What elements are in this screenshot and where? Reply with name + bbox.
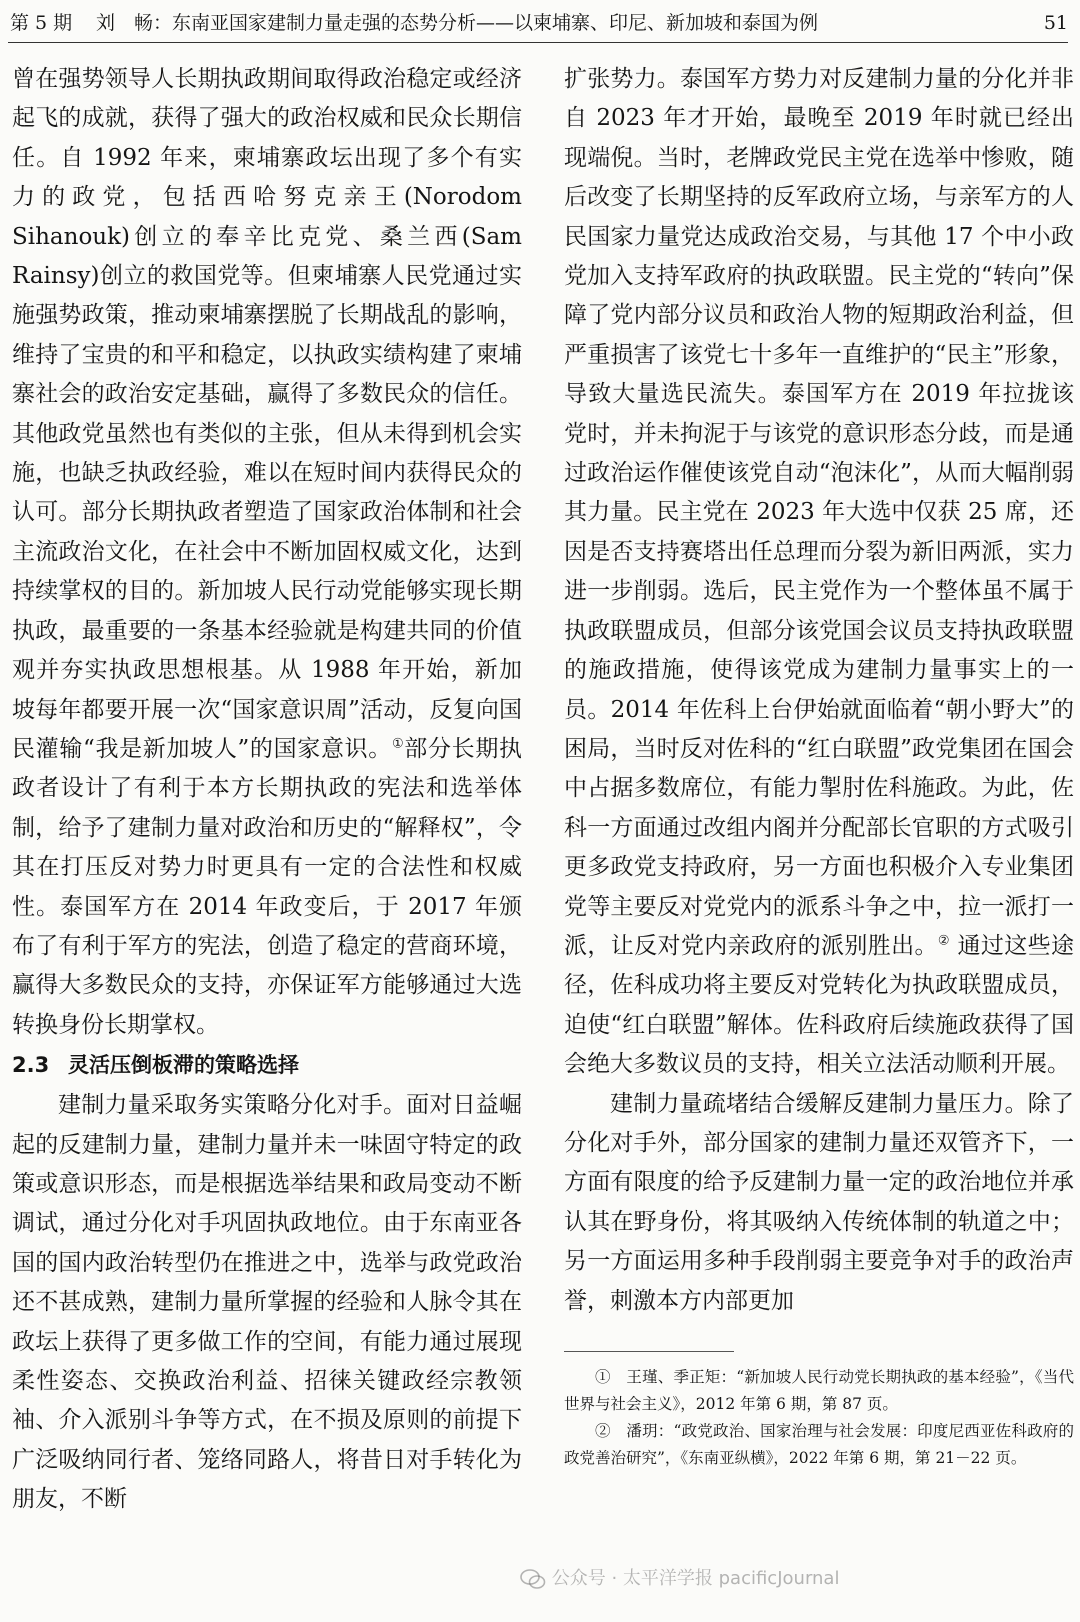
watermark [520, 1562, 1080, 1596]
paragraph-text: 曾在强势领导人长期执政期间取得政治稳定或经济起飞的成就，获得了强大的政治权威和民众长期信任。自 1992 年来，柬埔寨政坛出现了多个有实力的政党，包括西哈努克亲王(Norodom Sihanouk)创立的奉辛比克党、桑兰西(Sam Rainsy)创立的救国党等。但柬埔寨人民党通过实施强势政策，推动柬埔寨摆脱了长期战乱的影响，维持了宝贵的和平和稳定，以执政实绩构建了柬埔寨社会的政治安定基础，赢得了多数民众的信任。其他政党虽然也有类似的主张，但从未得到机会实施，也缺乏执政经验，难以在短时间内获得民众的认可。部分长期执政者塑造了国家政治体制和社会主流政治文化，在社会中不断加固权威文化，达到持续掌权的目的。新加坡人民行动党能够实现长期执政，最重要的一条基本经验就是构建共同的价值观并夯实执政思想根基。从 1988 年开始，新加坡每年都要开展一次“国家意识周”活动，反复向国民灌输“我是新加坡人”的国家意识。 [12, 66, 522, 762]
paragraph-text: 通过这些途径，佐科成功将主要反对党转化为执政联盟成员，迫使“红白联盟”解体。佐科政府后续施政获得了国会绝大多数议员的支持，相关立法活动顺利开展。 [564, 932, 1074, 1078]
right-column [564, 60, 1074, 1616]
body-paragraph: 建制力量采取务实策略分化对手。面对日益崛起的反建制力量，建制力量并未一味固守特定的政策或意识形态，而是根据选举结果和政局变动不断调试，通过分化对手巩固执政地位。由于东南亚各国的国内政治转型仍在推进之中，选举与政党政治还不甚成熟，建制力量所掌握的经验和人脉令其在政坛上获得了更多做工作的空间，有能力通过展现柔性姿态、交换政治利益、招徕关键政经宗教领袖、介入派别斗争等方式，在不损及原则的前提下广泛吸纳同行者、笼络同路人，将昔日对手转化为朋友，不断 [12, 1092, 522, 1513]
issue-label: 第 5 期 [10, 12, 73, 34]
page-number: 51 [1043, 12, 1068, 34]
body-paragraph: 建制力量疏堵结合缓解反建制力量压力。除了分化对手外，部分国家的建制力量还双管齐下，一方面有限度的给予反建制力量一定的政治地位并承认其在野身份，将其吸纳入传统体制的轨道之中；另一方面运用多种手段削弱主要竞争对手的政治声誉，刺激本方内部更加 [564, 1090, 1074, 1314]
paragraph-text: 部分长期执政者设计了有利于本方长期执政的宪法和选举体制，给予了建制力量对政治和历史的“解释权”，令其在打压反对势力时更具有一定的合法性和权威性。泰国军方在 2014 年政变后，于 2017 年颁布了有利于军方的宪法，创造了稳定的营商环境，赢得大多数民众的支持，亦保证军方能够通过大选转换身份长期掌权。 [12, 735, 522, 1038]
footnote-ref[interactable]: ② [937, 933, 950, 949]
footnote-2: ② 潘玥：“政党政治、国家治理与社会发展：印度尼西亚佐科政府的政党善治研究”，《东南亚纵横》，2022 年第 6 期，第 21－22 页。 [564, 1422, 1074, 1467]
header-rule [8, 42, 1068, 43]
body-paragraph [564, 60, 1074, 1085]
body-paragraph [12, 60, 522, 1045]
left-column [12, 60, 522, 1616]
paragraph-text: 扩张势力。泰国军方势力对反建制力量的分化并非自 2023 年才开始，最晚至 2019 年时就已经出现端倪。当时，老牌政党民主党在选举中惨败，随后改变了长期坚持的反军政府立场，与亲军方的人民国家力量党达成政治交易，与其他 17 个中小政党加入支持军政府的执政联盟。民主党的“转向”保障了党内部分议员和政治人物的短期政治利益，但严重损害了该党七十多年一直维护的“民主”形象，导致大量选民流失。泰国军方在 2019 年拉拢该党时，并未拘泥于与该党的意识形态分歧，而是通过政治运作催使该党自动“泡沫化”，从而大幅削弱其力量。民主党在 2023 年大选中仅获 25 席，还因是否支持赛塔出任总理而分裂为新旧两派，实力进一步削弱。选后，民主党作为一个整体虽不属于执政联盟成员，但部分该党国会议员支持执政联盟的施政措施，使得该党成为建制力量事实上的一员。2014 年佐科上台伊始就面临着“朝小野大”的困局，当时反对佐科的“红白联盟”政党集团在国会中占据多数席位，有能力掣肘佐科施政。为此，佐科一方面通过改组内阁并分配部长官职的方式吸引更多政党支持政府，另一方面也积极介入专业集团党等主要反对党党内的派系斗争之中，拉一派打一派，让反对党内亲政府的派别胜出。 [564, 66, 1074, 959]
wechat-icon [520, 1568, 546, 1590]
running-header [10, 6, 1068, 40]
footnote-1: ① 王瑾、季正矩：“新加坡人民行动党长期执政的基本经验”，《当代世界与社会主义》，2012 年第 6 期，第 87 页。 [564, 1368, 1074, 1413]
footnote-ref[interactable]: ① [391, 736, 405, 752]
footnote-rule [564, 1351, 734, 1352]
watermark-text: 公众号 · 太平洋学报 pacificJournal [551, 1568, 840, 1589]
section-number: 2.3 [12, 1053, 50, 1078]
section-heading [12, 1045, 522, 1086]
section-title: 灵活压倒板滞的策略选择 [68, 1053, 299, 1078]
running-title: 刘 畅：东南亚国家建制力量走强的态势分析——以柬埔寨、印尼、新加坡和泰国为例 [96, 12, 819, 34]
